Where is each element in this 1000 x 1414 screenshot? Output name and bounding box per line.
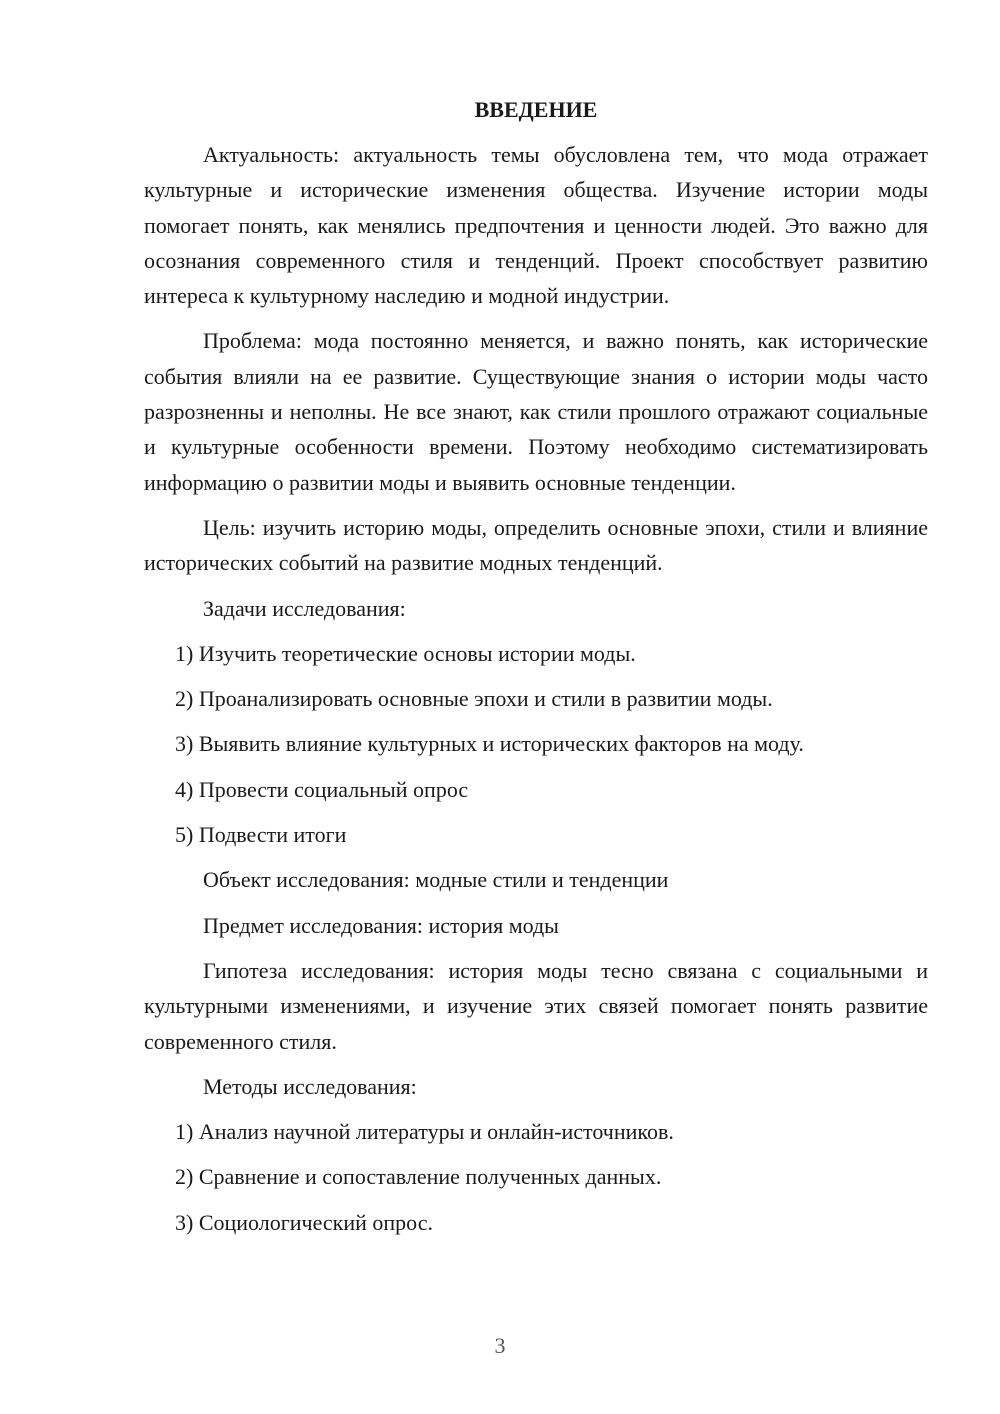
goal-paragraph: Цель: изучить историю моды, определить основные эпохи, стили и влияние исторических событий на развитие модных тенденций. (144, 514, 928, 576)
task-item: 4) Провести социальный опрос (175, 776, 469, 802)
tasks-list (144, 636, 928, 852)
page-number: 3 (494, 1333, 506, 1358)
method-item: 2) Сравнение и сопоставление полученных данных. (175, 1164, 662, 1190)
document-page (144, 95, 928, 1250)
task-item: 3) Выявить влияние культурных и исторических факторов на моду. (175, 731, 804, 757)
task-item: 1) Изучить теоретические основы истории моды. (175, 640, 636, 666)
methods-list (144, 1114, 928, 1240)
object-line: Объект исследования: модные стили и тенденции (203, 867, 669, 893)
tasks-heading: Задачи исследования: (203, 595, 406, 621)
hypothesis-paragraph: Гипотеза исследования: история моды тесно связана с социальными и культурными изменениями, и изучение этих связей помогает понять развитие современного стиля. (144, 957, 928, 1054)
method-item: 1) Анализ научной литературы и онлайн-источников. (175, 1119, 674, 1145)
problem-paragraph: Проблема: мода постоянно меняется, и важно понять, как исторические события влияли на ее развитие. Существующие знания о истории моды часто разрозненны и неполны. Не все знают, как стили прошлого отражают социальные и культурные особенности времени. Поэтому необходимо систематизировать информацию о развитии моды и выявить основные тенденции. (144, 328, 928, 495)
task-item: 5) Подвести итоги (175, 822, 347, 848)
relevance-paragraph: Актуальность: актуальность темы обусловлена тем, что мода отражает культурные и исторические изменения общества. Изучение истории моды помогает понять, как менялись предпочтения и ценности людей. Это важно для осознания современного стиля и тенденций. Проект способствует развитию интереса к культурному наследию и модной индустрии. (144, 142, 928, 309)
methods-heading: Методы исследования: (203, 1073, 417, 1099)
subject-line: Предмет исследования: история моды (203, 912, 559, 938)
method-item: 3) Социологический опрос. (175, 1209, 433, 1235)
task-item: 2) Проанализировать основные эпохи и стили в развитии моды. (175, 686, 773, 712)
page-title: ВВЕДЕНИЕ (474, 97, 598, 122)
